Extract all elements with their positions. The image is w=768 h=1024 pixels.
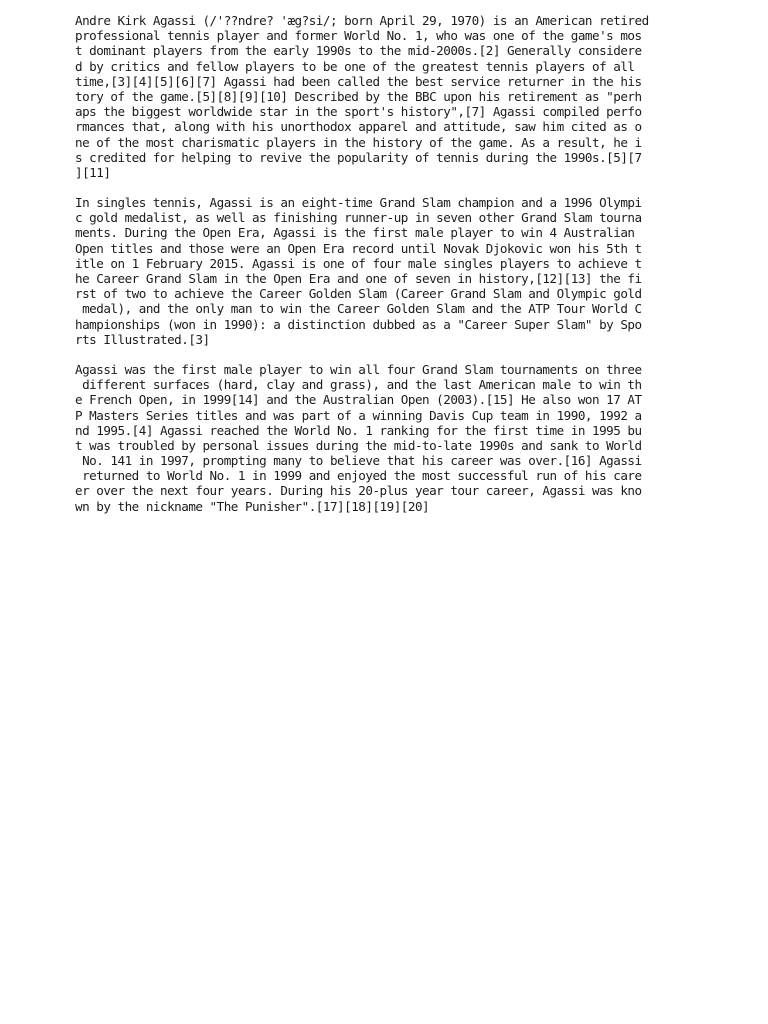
text-line: c gold medalist, as well as finishing runner-up in seven other Grand Slam tourna — [75, 210, 642, 226]
text-line: e French Open, in 1999[14] and the Australian Open (2003).[15] He also won 17 AT — [75, 392, 642, 408]
text-line: rmances that, along with his unorthodox apparel and attitude, saw him cited as o — [75, 119, 642, 135]
text-line: Andre Kirk Agassi (/'??ndre? 'æg?si/; born April 29, 1970) is an American retired — [75, 13, 649, 28]
text-line: he Career Grand Slam in the Open Era and one of seven in history,[12][13] the fi — [75, 271, 642, 286]
text-line: t was troubled by personal issues during the mid-to-late 1990s and sank to World — [75, 437, 642, 453]
text-line: Agassi was the first male player to win all four Grand Slam tournaments on three — [75, 361, 642, 377]
text-line: er over the next four years. During his 20-plus year tour career, Agassi was kno — [75, 483, 642, 499]
text-line: different surfaces (hard, clay and grass), and the last American male to win th — [75, 377, 642, 393]
text-line: wn by the nickname "The Punisher".[17][18][19][20] — [75, 498, 430, 514]
text-line: hampionships (won in 1990): a distinction dubbed as a "Career Super Slam" by Spo — [75, 316, 642, 332]
text-line: rts Illustrated.[3] — [75, 331, 210, 347]
text-line: ne of the most charismatic players in the history of the game. As a result, he i — [75, 134, 642, 150]
text-line: aps the biggest worldwide star in the sport's history",[7] Agassi compiled perfo — [75, 104, 642, 120]
text-line: returned to World No. 1 in 1999 and enjoyed the most successful run of his care — [75, 468, 642, 484]
text-line: medal), and the only man to win the Career Golden Slam and the ATP Tour World C — [75, 301, 642, 317]
text-line: ][11] — [75, 164, 111, 180]
text-line: itle on 1 February 2015. Agassi is one of four male singles players to achieve t — [75, 255, 642, 271]
text-line: s credited for helping to revive the popularity of tennis during the 1990s.[5][7 — [75, 149, 642, 165]
text-line: time,[3][4][5][6][7] Agassi had been called the best service returner in the his — [75, 73, 642, 89]
paragraph-intro — [75, 13, 695, 180]
text-line: No. 141 in 1997, prompting many to believe that his career was over.[16] Agassi — [75, 453, 642, 469]
document-page — [75, 13, 695, 529]
text-line: t dominant players from the early 1990s to the mid-2000s.[2] Generally considere — [75, 43, 642, 59]
text-line: In singles tennis, Agassi is an eight-time Grand Slam champion and a 1996 Olympi — [75, 195, 642, 211]
paragraph-singles — [75, 195, 695, 347]
text-line: Open titles and those were an Open Era record until Novak Djokovic won his 5th t — [75, 240, 642, 256]
text-line: tory of the game.[5][8][9][10] Described by the BBC upon his retirement as "perh — [75, 88, 642, 104]
text-line: rst of two to achieve the Career Golden Slam (Career Grand Slam and Olympic gold — [75, 286, 642, 302]
text-line: d by critics and fellow players to be one of the greatest tennis players of all — [75, 58, 642, 74]
paragraph-career — [75, 362, 695, 514]
text-line: ments. During the Open Era, Agassi is the first male player to win 4 Australian — [75, 225, 642, 241]
text-line: nd 1995.[4] Agassi reached the World No. 1 ranking for the first time in 1995 bu — [75, 422, 642, 438]
text-line: professional tennis player and former World No. 1, who was one of the game's mos — [75, 28, 642, 44]
text-line: P Masters Series titles and was part of a winning Davis Cup team in 1990, 1992 a — [75, 407, 642, 423]
